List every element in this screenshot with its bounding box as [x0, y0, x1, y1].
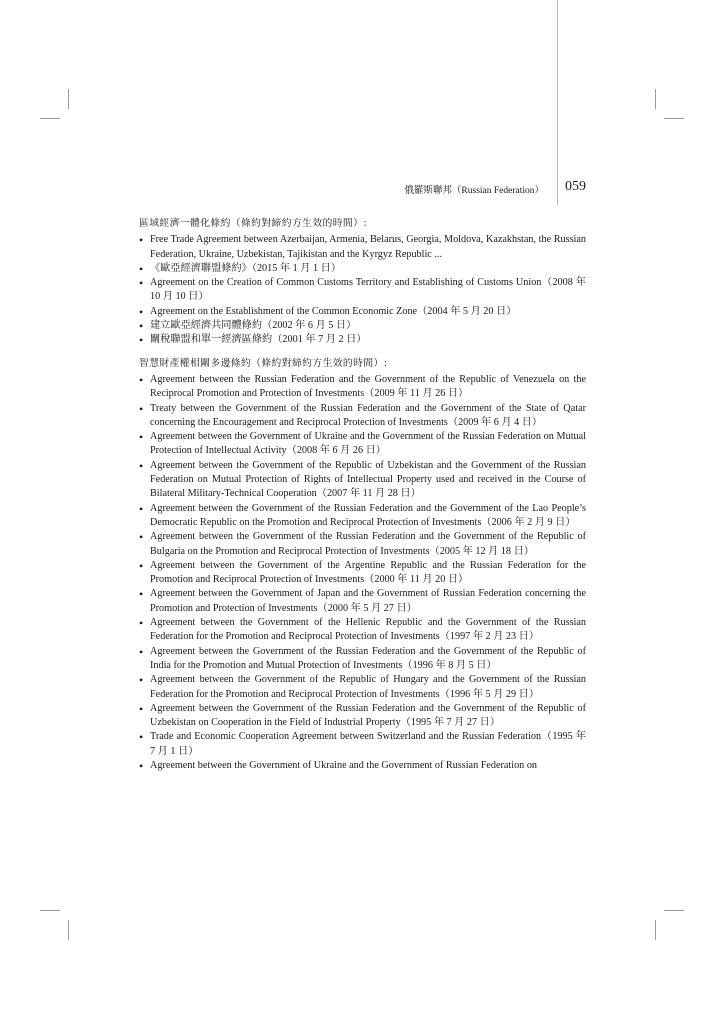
agreement-list	[139, 233, 586, 347]
crop-mark	[68, 920, 69, 940]
list-item: • Agreement between the Government of Japan and the Government of Russian Federation concerning the Promotion and Protection of Investments（2000 年 5 月 27 日）	[139, 587, 586, 616]
crop-mark	[655, 920, 656, 940]
list-item: • Agreement between the Government of the Russian Federation and the Government of the Lao People’s Democratic Republic on the Promotion and Reciprocal Protection of Investments（2006 年 2 月 9 日）	[139, 502, 586, 531]
list-item: • Agreement between the Government of the Republic of Uzbekistan and the Government of the Russian Federation on Mutual Protection of Rights of Intellectual Property used and received in the Course of Bilateral Military-Technical Cooperation（2007 年 11 月 28 日）	[139, 459, 586, 502]
agreement-list	[139, 373, 586, 773]
list-item: • 《歐亞經濟聯盟條約》（2015 年 1 月 1 日）	[139, 262, 586, 276]
list-item: • Agreement between the Government of Ukraine and the Government of the Russian Federation on Mutual Protection of Intellectual Activity（2008 年 6 月 26 日）	[139, 430, 586, 459]
page-number: 059	[565, 179, 586, 194]
list-item: • Agreement on the Creation of Common Customs Territory and Establishing of Customs Union（2008 年 10 月 10 日）	[139, 276, 586, 305]
running-title: 俄羅斯聯邦（Russian Federation）	[404, 186, 544, 196]
crop-mark	[655, 89, 656, 109]
list-item: • Agreement between the Russian Federation and the Government of the Republic of Venezuela on the Reciprocal Promotion and Protection of Investments（2009 年 11 月 26 日）	[139, 373, 586, 402]
section-title: 區域經濟一體化條約（條約對締約方生效的時間）:	[139, 218, 368, 229]
crop-mark	[664, 910, 684, 911]
header-rule	[557, 0, 558, 205]
section-title: 智慧財產權相關多邊條約（條約對締約方生效的時間）:	[139, 357, 388, 369]
crop-mark	[40, 910, 60, 911]
list-item: • Agreement between the Government of Ukraine and the Government of Russian Federation on	[139, 759, 586, 773]
list-item: • Agreement between the Government of the Republic of Hungary and the Government of the Russian Federation for the Promotion and Reciprocal Protection of Investments（1996 年 5 月 29 日）	[139, 673, 586, 702]
list-item: • Agreement between the Government of the Russian Federation and the Government of the Republic of India for the Promotion and Mutual Protection of Investments（1996 年 8 月 5 日）	[139, 645, 586, 674]
crop-mark	[68, 89, 69, 109]
list-item: • Agreement between the Government of the Russian Federation and the Government of the Republic of Uzbekistan on Cooperation in the Field of Industrial Property（1995 年 7 月 27 日）	[139, 702, 586, 731]
crop-mark	[40, 118, 60, 119]
page-body	[139, 217, 586, 782]
crop-mark	[664, 118, 684, 119]
list-item: • Agreement between the Government of the Russian Federation and the Government of the Republic of Bulgaria on the Promotion and Reciprocal Protection of Investments（2005 年 12 月 18 日）	[139, 530, 586, 559]
list-item: • 關稅聯盟和單一經濟區條約（2001 年 7 月 2 日）	[139, 333, 586, 347]
list-item: • 建立歐亞經濟共同體條約（2002 年 6 月 5 日）	[139, 319, 586, 333]
list-item: • Trade and Economic Cooperation Agreement between Switzerland and the Russian Federation（1995 年 7 月 1 日）	[139, 730, 586, 759]
section-regional-integration	[139, 217, 586, 348]
section-ip-treaties	[139, 357, 586, 774]
list-item: • Treaty between the Government of the Russian Federation and the Government of the State of Qatar concerning the Encouragement and Reciprocal Protection of Investments（2009 年 6 月 4 日）	[139, 402, 586, 431]
list-item: • Agreement between the Government of the Argentine Republic and the Russian Federation for the Promotion and Reciprocal Protection of Investments（2000 年 11 月 20 日）	[139, 559, 586, 588]
list-item: • Agreement on the Establishment of the Common Economic Zone（2004 年 5 月 20 日）	[139, 305, 586, 319]
list-item: • Free Trade Agreement between Azerbaijan, Armenia, Belarus, Georgia, Moldova, Kazakhstan, the Russian Federation, Ukraine, Uzbekistan, Tajikistan and the Kyrgyz Republic ...	[139, 233, 586, 262]
page-header	[300, 179, 586, 197]
list-item: • Agreement between the Government of the Hellenic Republic and the Government of the Russian Federation for the Promotion and Reciprocal Protection of Investments（1997 年 2 月 23 日）	[139, 616, 586, 645]
